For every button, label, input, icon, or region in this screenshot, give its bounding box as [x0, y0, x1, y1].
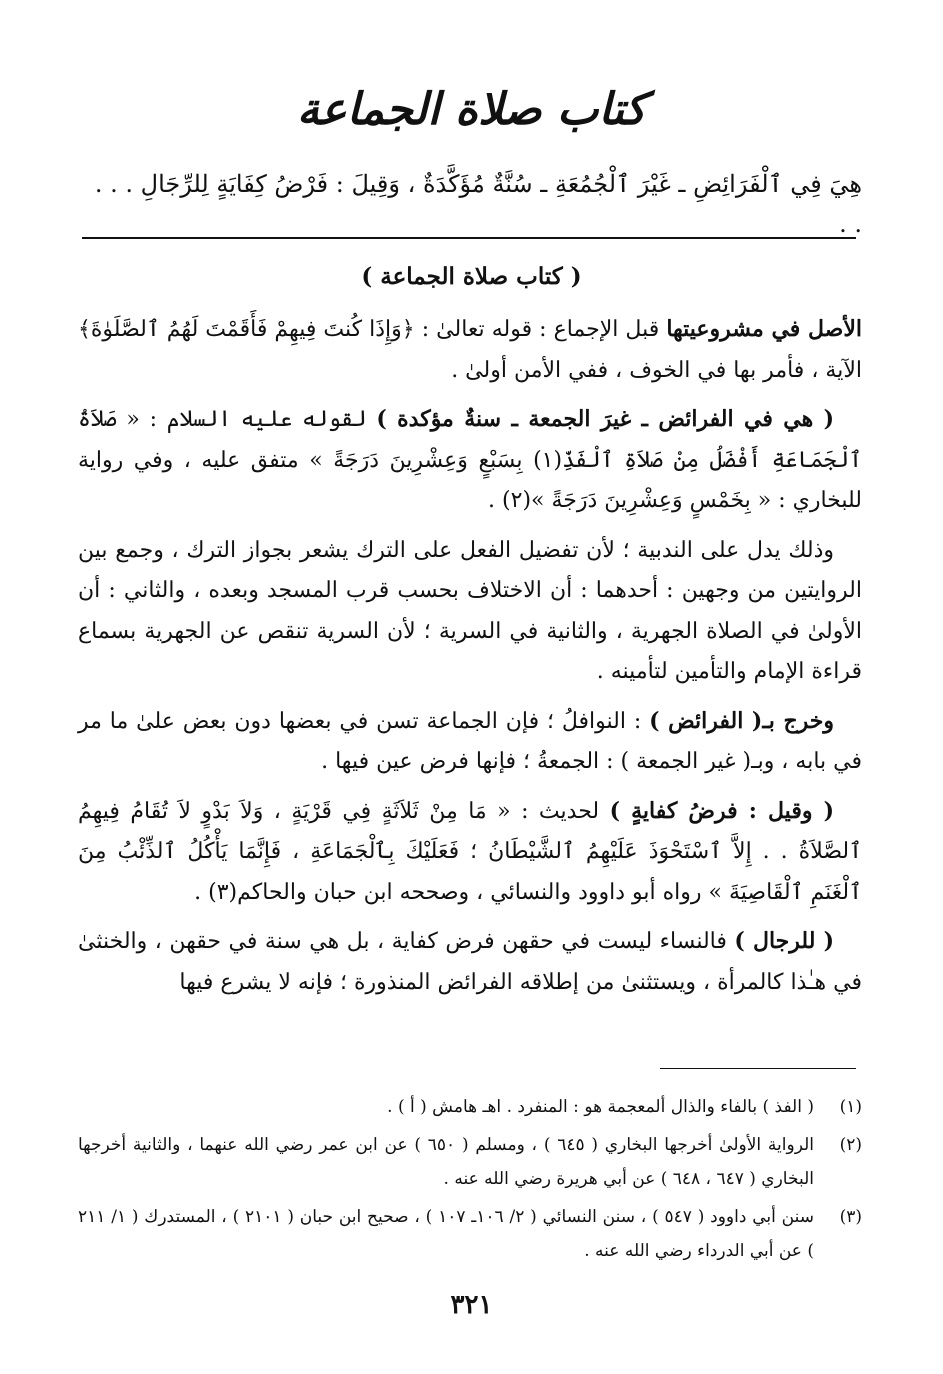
footnotes — [78, 1090, 862, 1272]
paragraph-text: لحديث : « مَا مِنْ ثَلاَثَةٍ فِي قَرْيَةٍ ، وَلاَ بَدْوٍ لاَ تُقَامُ فِيهِمُ ٱلصَّلاَةُ . . إِلاَّ ٱسْتَحْوَذَ عَلَيْهِمُ ٱلشَّيْطَانُ ؛ فَعَلَيْكَ بِٱلْجَمَاعَةِ ، فَإِنَّمَا يَأْكُلُ ٱلذِّئْبُ مِنَ ٱلْغَنَمِ ٱلْقَاصِيَةَ » رواه أبو داوود والنسائي ، وصححه ابن حبان والحاكم(٣) . — [78, 798, 862, 905]
sharh-heading: ( كتاب صلاة الجماعة ) — [361, 263, 582, 290]
paragraph-4 — [78, 701, 862, 783]
paragraph-text: لقوله عليه السلام : « صَلاَةُ ٱلْجَمَاعَةِ أَفْضَلُ مِنْ صَلاَةِ ٱلْفَذِّ(١) بِسَبْعٍ وَعِشْرِينَ دَرَجَةً » متفق عليه ، وفي رواية للبخاري : « بِخَمْسٍ وَعِشْرِينَ دَرَجَةً »(٢) . — [78, 407, 862, 513]
paragraph-lead: ( للرجال ) — [734, 928, 834, 954]
footnote-text: الرواية الأولىٰ أخرجها البخاري ( ٦٤٥ ) ، ومسلم ( ٦٥٠ ) عن ابن عمر رضي الله عنهما ، والثانية أخرجها البخاري ( ٦٤٧ ، ٦٤٨ ) عن أبي هريرة رضي الله عنه . — [78, 1135, 814, 1189]
chapter-title: كتاب صلاة الجماعة — [296, 84, 647, 135]
paragraph-text: وذلك يدل على الندبية ؛ لأن تفضيل الفعل على الترك يشعر بجواز الترك ، وجمع بين الروايتين من وجهين : أحدهما : أن الاختلاف بحسب قرب المسجد وبعده ، والثاني : أن الأولىٰ في الصلاة الجهرية ، والثانية في السرية ؛ لأن السرية تنقص عن الجهرية بسماع قراءة الإمام والتأمين لتأمينه . — [78, 537, 862, 684]
matn-text: هِيَ فِي ٱلْفَرَائِضِ ـ غَيْرَ ٱلْجُمُعَةِ ـ سُنَّةٌ مُؤَكَّدَةٌ ، وَقِيلَ : فَرْضُ كِفَايَةٍ لِلرِّجَالِ . . . . . — [94, 170, 862, 238]
paragraph-lead: الأصل في مشروعيتها — [666, 316, 863, 342]
footnote-2 — [78, 1128, 862, 1196]
paragraph-5 — [78, 791, 862, 914]
footnote-text: ( الفذ ) بالفاء والذال ألمعجمة هو : المنفرد . اهـ هامش ( أ ) . — [387, 1097, 814, 1117]
commentary-body — [78, 309, 862, 1011]
footnote-number: (٢) — [839, 1135, 862, 1155]
paragraph-2 — [78, 399, 862, 522]
footnote-3 — [78, 1200, 862, 1268]
paragraph-text: فالنساء ليست في حقهن فرض كفاية ، بل هي سنة في حقهن ، والخنثىٰ في هـٰذا كالمرأة ، ويستثنىٰ من إطلاقه الفرائض المنذورة ؛ فإنه لا يشرع فيها — [78, 929, 862, 995]
paragraph-text: قبل الإجماع : قوله تعالىٰ : ﴿وَإِذَا كُنتَ فِيهِمْ فَأَقَمْتَ لَهُمُ ٱلصَّلَوٰةَ﴾ الآية ، فأمر بها في الخوف ، ففي الأمن أولىٰ . — [78, 317, 862, 383]
footnote-number: (٣) — [839, 1207, 862, 1227]
paragraph-lead: وخرج بـ( الفرائض ) — [649, 707, 835, 734]
paragraph-text: : النوافلُ ؛ فإن الجماعة تسن في بعضها دون بعض علىٰ ما مر في بابه ، وبـ( غير الجمعة ) : الجمعةُ ؛ فإنها فرض عين فيها . — [78, 708, 862, 774]
footnote-number: (١) — [839, 1097, 862, 1117]
paragraph-lead: ( هي في الفرائض ـ غيرَ الجمعة ـ سنةٌ مؤكدة ) — [376, 406, 834, 432]
paragraph-1 — [78, 309, 862, 391]
page-number: ٣٢١ — [450, 1290, 493, 1320]
matn-divider — [82, 237, 856, 239]
paragraph-3 — [78, 530, 862, 693]
paragraph-6 — [78, 921, 862, 1003]
footnote-divider — [660, 1068, 856, 1069]
paragraph-lead: ( وقيل : فرضُ كفايةٍ ) — [609, 797, 834, 824]
footnote-1 — [78, 1090, 862, 1124]
footnote-text: سنن أبي داوود ( ٥٤٧ ) ، سنن النسائي ( ٢/ ١٠٦ـ ١٠٧ ) ، صحيح ابن حبان ( ٢١٠١ ) ، المستدرك ( ١/ ٢١١ ) عن أبي الدرداء رضي الله عنه . — [78, 1207, 814, 1261]
